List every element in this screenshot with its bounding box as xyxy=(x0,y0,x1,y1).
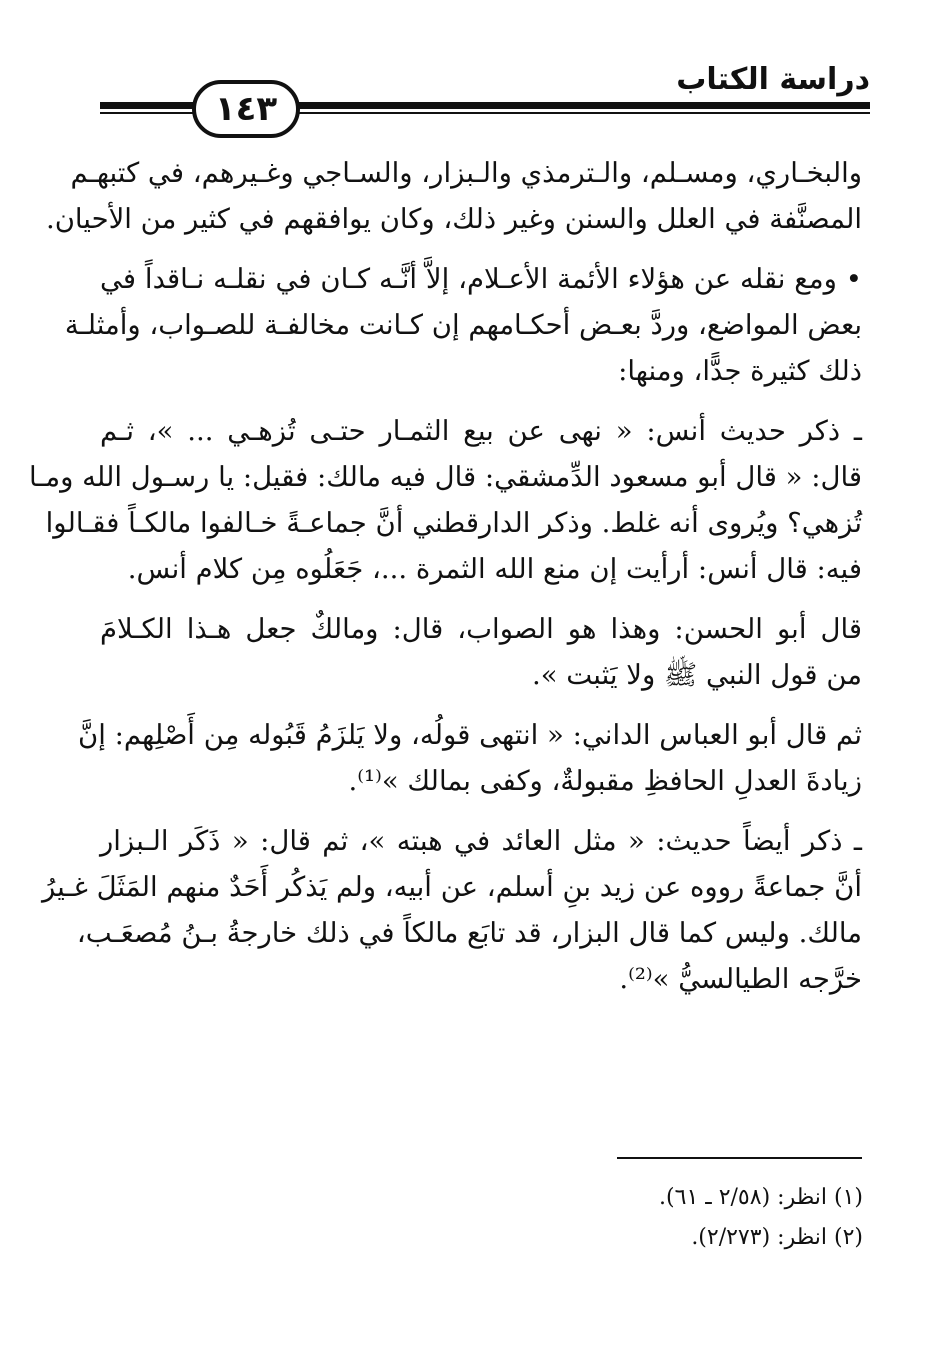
paragraph xyxy=(45,150,862,242)
text-line: مالك. وليس كما قال البزار، قد تابَع مالكاً في ذلك خارجةُ بـنُ مُصعَـب، xyxy=(76,917,862,949)
paragraph xyxy=(64,256,862,394)
text-line: ـ ذكر أيضاً حديث: « مثل العائد في هبته »، ثم قال: « ذَكَر الـبزار xyxy=(100,825,862,857)
text-line: من قول النبي ﷺ ولا يَثبت ». xyxy=(532,659,862,691)
paragraph xyxy=(41,818,862,1002)
page-number-badge: ١٤٣ xyxy=(192,80,300,138)
footnote: (٢) انظر: (٢/٢٧٣). xyxy=(691,1225,863,1250)
footnote: (١) انظر: (٢/٥٨ ـ ٦١). xyxy=(659,1185,863,1210)
text-line: زيادةَ العدلِ الحافظِ مقبولةٌ، وكفى بمالك »⁽¹⁾. xyxy=(348,765,862,797)
footnote-separator xyxy=(617,1157,862,1159)
text-line: أنَّ جماعةً رووه عن زيد بنِ أسلم، عن أبيه، ولم يَذكُر أَحَدٌ منهم المَثَلَ غـيرُ xyxy=(41,871,862,903)
paragraph xyxy=(100,606,862,698)
text-line: والبخـاري، ومسـلم، والـترمذي والـبزار، والسـاجي وغـيرهم، في كتبهـم xyxy=(70,157,862,189)
footnotes xyxy=(659,1178,863,1258)
text-line: بعض المواضع، وردَّ بعـض أحكـامهم إن كـانت مخالفـة للصـواب، وأمثلـة xyxy=(64,309,862,341)
paragraph xyxy=(28,408,862,592)
text-line: • ومع نقله عن هؤلاء الأئمة الأعـلام، إلاَّ أنَّـه كـان في نقلـه نـاقداً في xyxy=(100,263,862,295)
text-line: فيه: قال أنس: أرأيت إن منع الله الثمرة ...، جَعَلُوه مِن كلام أنس. xyxy=(127,553,862,585)
text-line: ثم قال أبو العباس الداني: « انتهى قولُه، ولا يَلزَمُ قَبُوله مِن أَصْلِهم: إنَّ xyxy=(78,719,862,751)
text-line: ـ ذكر حديث أنس: « نهى عن بيع الثمـار حتـى تُزهـي ... »، ثـم xyxy=(100,415,862,447)
text-line: خرَّجه الطيالسيُّ »⁽²⁾. xyxy=(619,963,862,995)
text-line: تُزهي؟ ويُروى أنه غلط. وذكر الدارقطني أنَّ جماعـةً خـالفوا مالكـاً فقـالوا xyxy=(45,507,862,539)
paragraph xyxy=(78,712,862,804)
text-line: قال أبو الحسن: وهذا هو الصواب، قال: ومالكٌ جعل هـذا الكـلامَ xyxy=(100,613,862,645)
text-line: ذلك كثيرة جدًّا، ومنها: xyxy=(618,355,862,387)
running-title: دراسة الكتاب xyxy=(676,62,870,97)
text-line: قال: « قال أبو مسعود الدِّمشقي: قال فيه مالك: فقيل: يا رسـول الله ومـا xyxy=(28,461,862,493)
text-line: المصنَّفة في العلل والسنن وغير ذلك، وكان يوافقهم في كثير من الأحيان. xyxy=(45,203,862,235)
page-header xyxy=(100,58,870,130)
main-text xyxy=(28,150,862,1002)
